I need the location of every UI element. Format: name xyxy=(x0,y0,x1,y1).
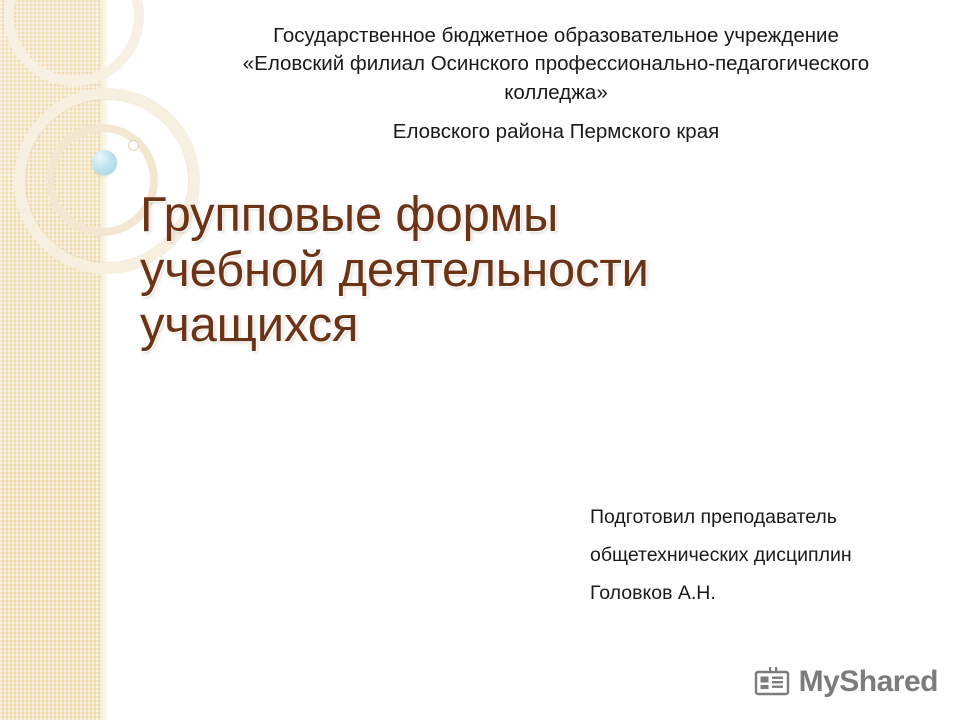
author-block xyxy=(590,498,930,612)
author-line-3: Головков А.Н. xyxy=(590,582,716,605)
organization-line-1: Государственное бюджетное образовательное учреждение xyxy=(273,24,839,47)
slide-title: Групповые формы учебной деятельности учащихся xyxy=(140,188,649,352)
organization-line-2: «Еловский филиал Осинского профессионально-педагогического xyxy=(242,52,870,76)
myshared-logo-icon xyxy=(754,664,790,700)
author-line-2: общетехнических дисциплин xyxy=(590,544,852,567)
watermark-label: MyShared xyxy=(798,665,938,698)
organization-line-3: колледжа» xyxy=(504,80,608,104)
decorative-small-circle xyxy=(128,140,139,151)
organization-header xyxy=(196,22,916,107)
region-subtitle: Еловского района Пермского края xyxy=(392,120,720,143)
watermark xyxy=(754,664,938,700)
decorative-blue-dot xyxy=(92,150,117,175)
author-line-1: Подготовил преподаватель xyxy=(590,506,837,528)
